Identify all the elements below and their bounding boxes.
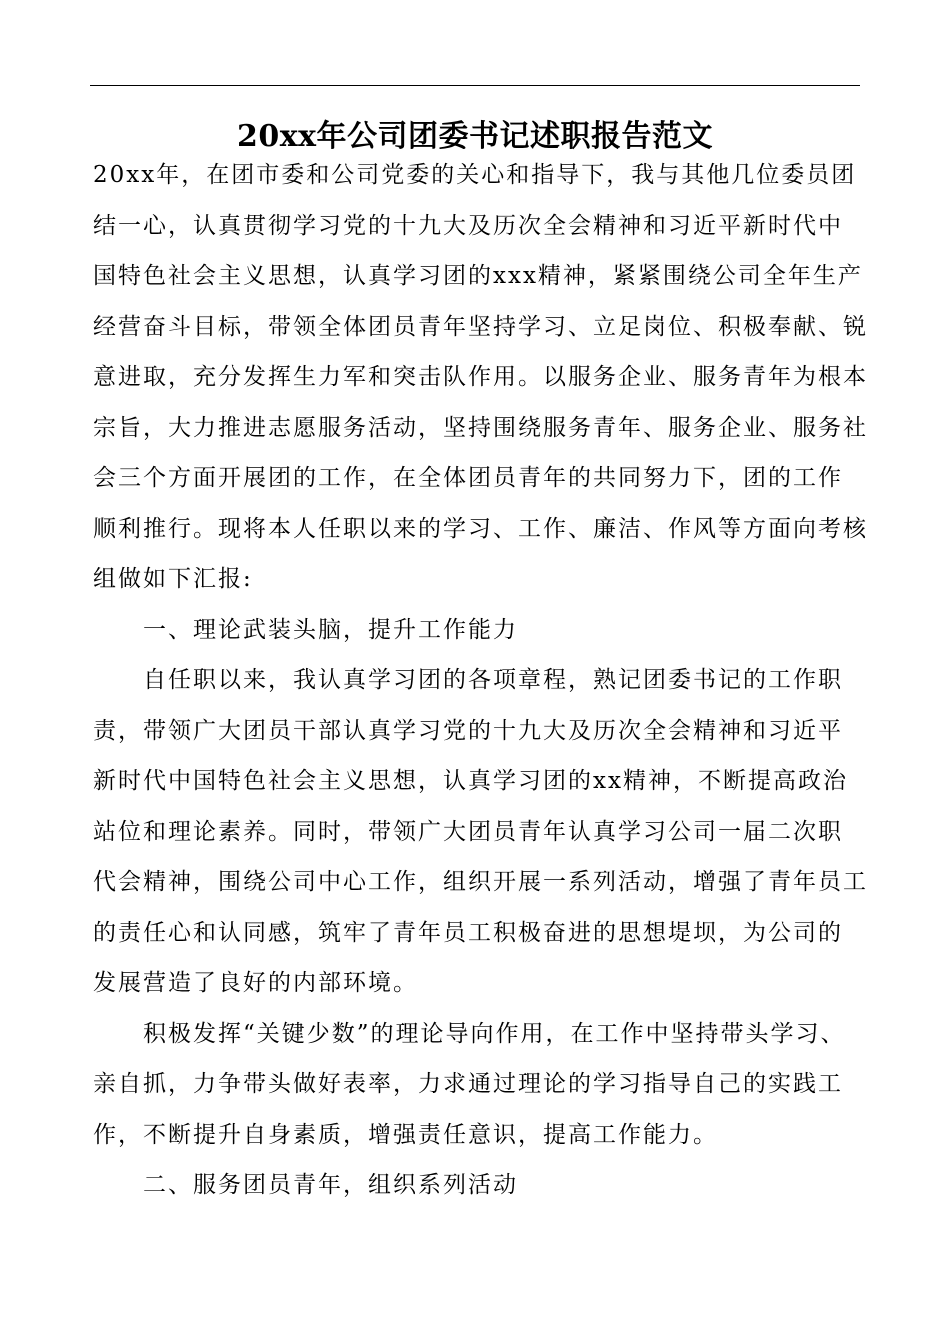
paragraph-line-9: 组做如下汇报:	[93, 566, 253, 592]
paragraph-line-14: 站位和理论素养。同时，带领广大团员青年认真学习公司一届二次职	[93, 818, 843, 845]
paragraph-line-3: 国特色社会主义思想，认真学习团的xxx精神，紧紧围绕公司全年生产	[93, 263, 863, 289]
document-title: 20xx年公司团委书记述职报告范文	[236, 119, 714, 154]
paragraph-line-13: 新时代中国特色社会主义思想，认真学习团的xx精神，不断提高政治	[93, 768, 848, 794]
paragraph-line-4: 经营奋斗目标，带领全体团员青年坚持学习、立足岗位、积极奉献、锐	[93, 313, 868, 340]
paragraph-line-16: 的责任心和认同感，筑牢了青年员工积极奋进的思想堤坝，为公司的	[93, 919, 843, 946]
document-body	[93, 150, 868, 1211]
header-rule	[90, 85, 860, 86]
paragraph-line-19: 亲自抓，力争带头做好表率，力求通过理论的学习指导自己的实践工	[93, 1071, 843, 1097]
paragraph-line-18: 积极发挥“关键少数”的理论导向作用，在工作中坚持带头学习、	[143, 1020, 846, 1047]
paragraph-line-6: 宗旨，大力推进志愿服务活动，坚持围绕服务青年、服务企业、服务社	[93, 414, 868, 441]
paragraph-line-17: 发展营造了良好的内部环境。	[93, 970, 418, 996]
paragraph-line-2: 结一心，认真贯彻学习党的十九大及历次全会精神和习近平新时代中	[93, 212, 843, 239]
section-heading-1: 一、理论武装头脑，提升工作能力	[143, 616, 518, 643]
paragraph-line-11: 自任职以来，我认真学习团的各项章程，熟记团委书记的工作职	[143, 667, 843, 693]
paragraph-line-1: 20xx年，在团市委和公司党委的关心和指导下，我与其他几位委员团	[93, 162, 857, 188]
paragraph-line-15: 代会精神，围绕公司中心工作，组织开展一系列活动，增强了青年员工	[93, 869, 868, 895]
paragraph-line-7: 会三个方面开展团的工作，在全体团员青年的共同努力下，团的工作	[93, 465, 843, 491]
section-heading-2: 二、服务团员青年，组织系列活动	[143, 1172, 518, 1198]
paragraph-line-8: 顺利推行。现将本人任职以来的学习、工作、廉洁、作风等方面向考核	[93, 515, 868, 542]
paragraph-line-5: 意进取，充分发挥生力军和突击队作用。以服务企业、服务青年为根本	[93, 364, 868, 390]
paragraph-line-12: 责，带领广大团员干部认真学习党的十九大及历次全会精神和习近平	[93, 717, 843, 744]
paragraph-line-20: 作，不断提升自身素质，增强责任意识，提高工作能力。	[93, 1121, 718, 1148]
